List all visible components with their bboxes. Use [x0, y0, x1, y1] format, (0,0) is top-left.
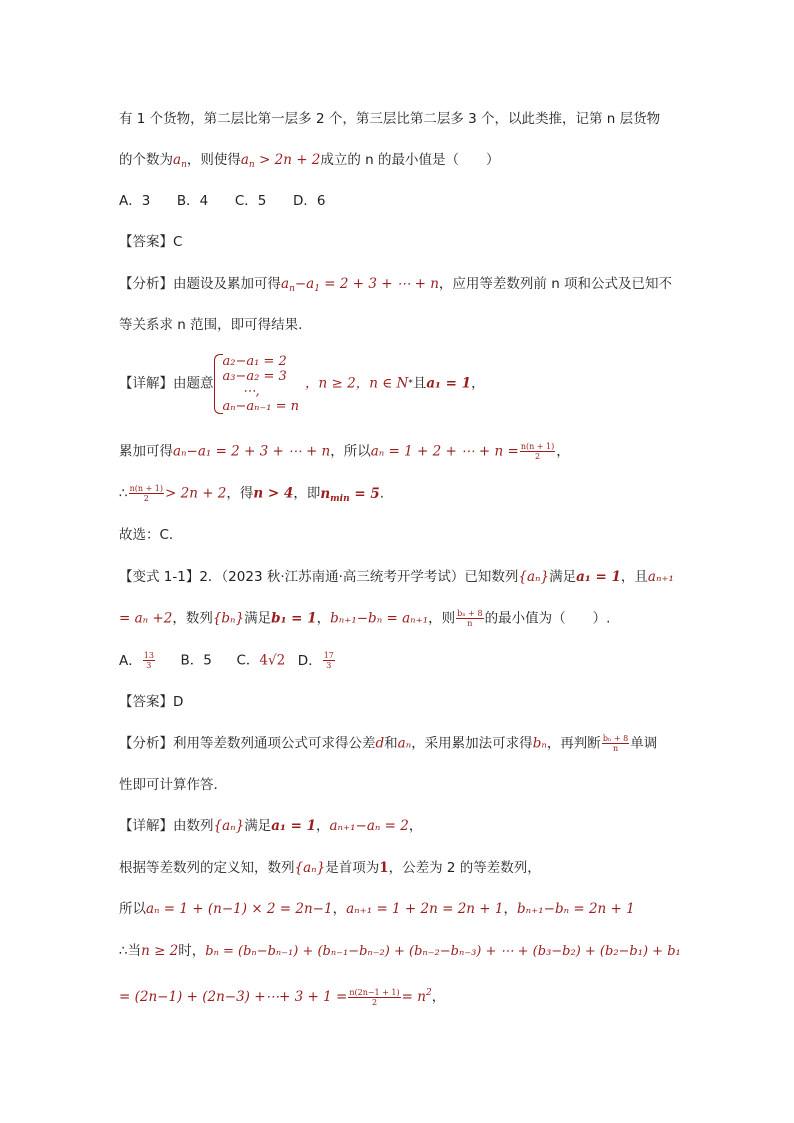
analysis-text-3: ，采用累加法可求得	[411, 735, 533, 752]
detail-text-3: ，	[471, 375, 485, 392]
analysis-1-line-2	[119, 316, 676, 334]
analysis-text-2: ，应用等差数列前 n 项和公式及已知不	[438, 276, 673, 292]
option-c: C．5	[234, 193, 267, 209]
math-seq-a: {aₙ}	[294, 860, 326, 876]
variant-text-3: ，且	[620, 569, 648, 585]
analysis-text-4: ，再判断	[546, 735, 601, 752]
detail-text: 由数列	[173, 818, 214, 834]
variant-text-6: ，	[316, 610, 331, 627]
therefore-symbol: ∴当	[119, 943, 142, 959]
therefore-symbol: ∴	[119, 485, 128, 502]
variant-text-4: ，数列	[172, 610, 213, 627]
detail-label: 【详解】	[119, 375, 173, 392]
analysis-1-line-1	[119, 275, 676, 298]
left-brace-icon	[214, 354, 223, 414]
math-a-n: $a_n$	[173, 152, 187, 170]
therefore-text-2: ，即	[293, 485, 321, 502]
analysis-label: 【分析】	[119, 735, 173, 752]
variant-text: 2．（2023 秋·江苏南通·高三统考开学考试）已知数列	[199, 569, 519, 585]
math-n-squared: = $n^2$	[401, 988, 432, 1005]
option-a: A．3	[119, 193, 151, 209]
variant-text-8: 的最小值为（ ）.	[484, 610, 611, 627]
fraction: $\frac{n(n + 1)}{2}$	[520, 442, 555, 461]
problem-text-2b: ，则使得	[186, 152, 241, 168]
option-b: B．5	[180, 652, 212, 669]
therefore-text: 时，	[178, 943, 206, 959]
variant-line-2	[119, 609, 676, 628]
sum-text-3: ，	[556, 443, 570, 460]
math-nmin: $n_{min} = 5$	[320, 485, 380, 504]
fraction: $\frac{17}{3}$	[323, 651, 334, 670]
math-seq-a: {aₙ}	[213, 818, 245, 834]
detail-label: 【详解】	[119, 818, 173, 834]
system-row-1: a₂−a₁ = 2	[222, 354, 287, 369]
def-text-2: 是首项为	[325, 860, 380, 876]
math-one: 1	[379, 860, 389, 876]
final-line	[119, 984, 676, 1007]
variant-label: 【变式 1-1】	[119, 569, 200, 585]
detail-2-line	[119, 817, 676, 835]
analysis-text: 利用等差数列通项公式可求得公差	[173, 735, 376, 752]
math-inequality: $a_n > 2n + 2$	[240, 152, 321, 170]
therefore-2-line	[119, 942, 682, 961]
sum-text: 累加可得	[119, 443, 173, 460]
equation-system	[214, 354, 300, 414]
problem-text-2c: 成立的 n 的最小值是（ ）	[320, 152, 500, 168]
final-text: ，	[431, 989, 446, 1005]
fraction: $\frac{\text{bₙ + 8}}{n}$	[602, 734, 629, 753]
math-a1: a₁ = 1	[576, 569, 621, 585]
so-text-2: ，	[332, 901, 347, 917]
math-ineq: > 2n + 2	[165, 485, 227, 502]
analysis-2-line-1	[119, 734, 676, 753]
def-text-3: ，公差为 2 的等差数列，	[388, 860, 541, 876]
option-a: A． $\frac{13}{3}$	[119, 651, 154, 670]
math-an-plus-2: = aₙ +2	[119, 610, 173, 627]
detail-text-2: 满足	[244, 818, 272, 834]
sum-line	[119, 442, 676, 461]
math-a1: a₁ = 1	[271, 818, 316, 834]
math-seq-a: {aₙ}	[518, 569, 550, 585]
option-d: D． $\frac{17}{3}$	[297, 651, 334, 670]
so-text-3: ，	[503, 901, 517, 917]
fraction: $\frac{n(2n-1 + 1)}{2}$	[349, 987, 400, 1007]
option-b: B．4	[176, 193, 209, 209]
math-bn: bₙ	[532, 735, 547, 752]
analysis-2-line-2	[119, 776, 676, 794]
math-an1: aₙ₊₁	[647, 569, 674, 585]
therefore-line	[119, 484, 676, 508]
variant-text-7: ，则	[428, 610, 456, 627]
def-text: 根据等差数列的定义知，数列	[119, 860, 295, 876]
sum-text-2: ，所以	[330, 443, 371, 460]
answer-value: D	[173, 694, 184, 710]
math-diff: aₙ₊₁−aₙ = 2	[329, 818, 409, 834]
math-telescoping: bₙ = (bₙ−bₙ₋₁) + (bₙ₋₁−bₙ₋₂) + (bₙ₋₂−bₙ₋₃) + ⋯ + (b₃−b₂) + (b₂−b₁) + b₁	[205, 944, 681, 959]
choose-line-1	[119, 526, 676, 544]
answer-value: C	[173, 234, 183, 250]
fraction: $\frac{13}{3}$	[143, 651, 154, 670]
system-row-2: a₃−a₂ = 3	[222, 369, 287, 384]
fraction: $\frac{n(n + 1)}{2}$	[129, 484, 164, 503]
therefore-text-3: .	[379, 485, 385, 502]
math-bn-recursion: bₙ₊₁−bₙ = aₙ₊₁	[330, 610, 429, 627]
math-seq-b: {bₙ}	[212, 610, 245, 627]
math-odd-sum: = (2n−1) + (2n−3) +⋯+ 3 + 1 =	[119, 989, 348, 1005]
choose-text: 故选：C．	[119, 527, 183, 543]
math-sum-2: aₙ = 1 + 2 + ⋯ + n =	[370, 443, 519, 460]
variant-text-2: 满足	[549, 569, 577, 585]
detail-text-3: ，	[315, 818, 330, 834]
option-c: C．4√2	[236, 652, 286, 669]
problem-text: 有 1 个货物，第二层比第一层多 2 个，第三层比第二层多 3 个，以此类推，记第 n 层货物	[119, 111, 661, 127]
system-row-3: ⋯,	[242, 384, 260, 399]
math-an-formula: aₙ = 1 + (n−1) × 2 = 2n−1	[146, 901, 333, 917]
math-sum-formula: $a_n-a_1 = 2 + 3$ + ⋯ + n	[281, 276, 439, 294]
math-n-ge-2: n ≥ 2	[141, 943, 179, 959]
so-text: 所以	[119, 901, 146, 917]
analysis-text-3: 等关系求 n 范围，即可得结果.	[119, 317, 303, 333]
answer-1	[119, 233, 676, 251]
fraction: $\frac{\text{bₙ + 8}}{n}$	[457, 609, 483, 628]
math-n-gt-4: n > 4	[253, 485, 294, 502]
math-an1-formula: aₙ₊₁ = 1 + 2n = 2n + 1	[346, 901, 504, 917]
detail-1-line-1	[119, 354, 676, 414]
option-d: D．6	[292, 193, 326, 209]
math-bn-diff: bₙ₊₁−bₙ = 2n + 1	[516, 901, 635, 917]
detail-text-4: ，	[408, 818, 423, 834]
math-an: aₙ	[397, 735, 412, 752]
variant-text-5: 满足	[244, 610, 272, 627]
therefore-text: ，得	[226, 485, 254, 502]
analysis-text-2: 和	[384, 735, 398, 752]
answer-label: 【答案】	[119, 694, 173, 710]
options-row-1	[119, 192, 676, 210]
system-row-4: aₙ−aₙ₋₁ = n	[222, 399, 300, 414]
problem-line-2	[119, 151, 676, 174]
variant-line-1	[119, 568, 676, 586]
analysis-text: 由题设及累加可得	[173, 276, 281, 292]
math-sum-1: aₙ−a₁ = 2 + 3 + ⋯ + n	[173, 443, 331, 460]
definition-line	[119, 859, 676, 877]
detail-a1: a₁ = 1	[426, 375, 472, 392]
math-d: d	[375, 735, 385, 752]
analysis-text-6: 性即可计算作答.	[119, 777, 218, 793]
answer-2	[119, 693, 676, 711]
analysis-text-5: 单调	[630, 735, 658, 752]
problem-text-2a: 的个数为	[119, 152, 173, 168]
math-b1: b₁ = 1	[271, 610, 317, 627]
detail-text-2: 且	[412, 375, 427, 392]
so-line	[119, 900, 676, 918]
problem-line-1	[119, 110, 676, 128]
detail-text: 由题意	[173, 375, 214, 392]
options-row-2	[119, 651, 676, 670]
detail-star: *	[408, 378, 413, 389]
analysis-label: 【分析】	[119, 276, 173, 292]
answer-label: 【答案】	[119, 234, 173, 250]
detail-condition: ，n ≥ 2，n ∈ N	[305, 375, 409, 392]
